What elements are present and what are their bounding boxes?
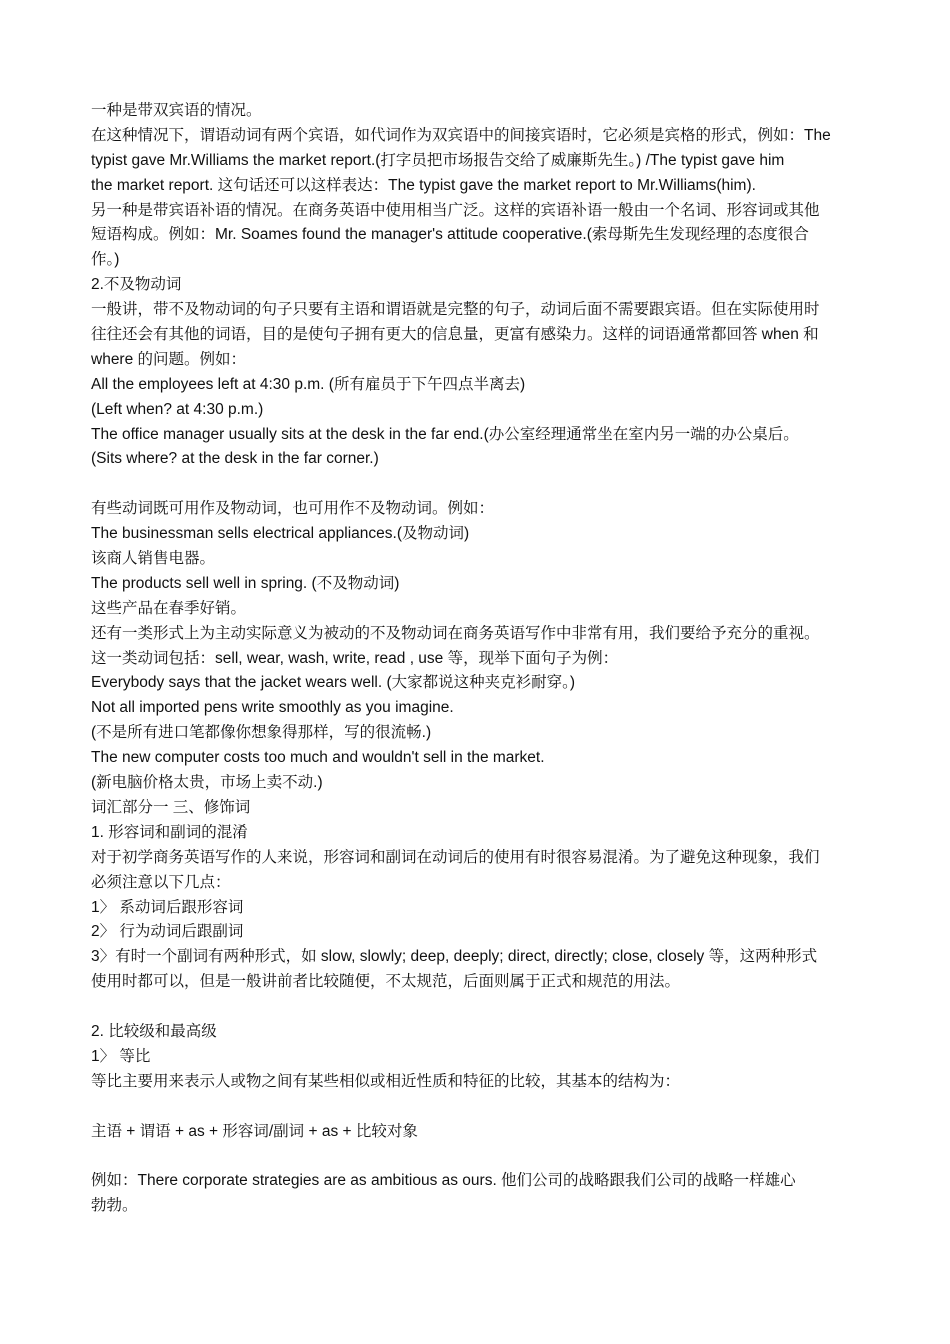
text-line: All the employees left at 4:30 p.m. (所有雇员于下午四点半离去) xyxy=(91,375,526,393)
text-line: (Left when? at 4:30 p.m.) xyxy=(91,400,264,418)
blank-line xyxy=(91,1095,866,1120)
text-line: 该商人销售电器。 xyxy=(91,550,216,568)
text-line: 2〉 行为动词后跟副词 xyxy=(91,923,244,941)
text-line: Not all imported pens write smoothly as you imagine. xyxy=(91,699,454,717)
text-line: 作。) xyxy=(91,251,120,269)
text-line: 对于初学商务英语写作的人来说，形容词和副词在动词后的使用有时很容易混淆。为了避免这种现象，我们 xyxy=(91,848,820,866)
text-line: 短语构成。例如：Mr. Soames found the manager's attitude cooperative.(索母斯先生发现经理的态度很合 xyxy=(91,226,809,244)
blank-line xyxy=(91,1144,866,1169)
text-line: where 的问题。例如： xyxy=(91,350,247,368)
text-line: 往往还会有其他的词语，目的是使句子拥有更大的信息量，更富有感染力。这样的词语通常都回答 when 和 xyxy=(91,326,819,344)
text-line: 1〉 系动词后跟形容词 xyxy=(91,898,244,916)
text-line: 使用时都可以，但是一般讲前者比较随便，不太规范，后面则属于正式和规范的用法。 xyxy=(91,973,681,991)
text-line: 主语 + 谓语 + as + 形容词/副词 + as + 比较对象 xyxy=(91,1122,418,1140)
blank-line xyxy=(91,995,866,1020)
text-line: 1. 形容词和副词的混淆 xyxy=(91,823,248,841)
text-line: typist gave Mr.Williams the market report.(打字员把市场报告交给了威廉斯先生。) /The typist gave him xyxy=(91,151,785,169)
text-line: the market report. 这句话还可以这样表达：The typist gave the market report to Mr.Williams(him). xyxy=(91,176,756,194)
text-line: 必须注意以下几点： xyxy=(91,873,231,891)
text-line: 2.不及物动词 xyxy=(91,276,182,294)
blank-line xyxy=(91,472,866,497)
text-line: 还有一类形式上为主动实际意义为被动的不及物动词在商务英语写作中非常有用，我们要给予充分的重视。 xyxy=(91,624,820,642)
text-line: (新电脑价格太贵，市场上卖不动.) xyxy=(91,774,323,792)
text-line: The new computer costs too much and wouldn't sell in the market. xyxy=(91,749,545,767)
text-line: 有些动词既可用作及物动词，也可用作不及物动词。例如： xyxy=(91,500,495,518)
text-line: 词汇部分一 三、修饰词 xyxy=(91,798,251,816)
text-line: 这些产品在春季好销。 xyxy=(91,599,247,617)
document-body xyxy=(91,99,866,1219)
text-line: 等比主要用来表示人或物之间有某些相似或相近性质和特征的比较，其基本的结构为： xyxy=(91,1072,681,1090)
text-line: 在这种情况下，谓语动词有两个宾语，如代词作为双宾语中的间接宾语时，它必须是宾格的形式，例如：The xyxy=(91,126,831,144)
text-line: 一种是带双宾语的情况。 xyxy=(91,102,262,119)
text-line: 2. 比较级和最高级 xyxy=(91,1022,217,1040)
text-line: The businessman sells electrical appliances.(及物动词) xyxy=(91,525,470,543)
text-line: 一般讲，带不及物动词的句子只要有主语和谓语就是完整的句子，动词后面不需要跟宾语。但在实际使用时 xyxy=(91,301,820,319)
text-line: 1〉 等比 xyxy=(91,1047,151,1065)
text-line: 这一类动词包括：sell, wear, wash, write, read , use 等，现举下面句子为例： xyxy=(91,649,619,667)
text-line: (Sits where? at the desk in the far corner.) xyxy=(91,450,379,468)
text-line: 3〉有时一个副词有两种形式，如 slow, slowly; deep, deeply; direct, directly; close, closely 等，这两种形式 xyxy=(91,948,818,966)
text-line: (不是所有进口笔都像你想象得那样，写的很流畅.) xyxy=(91,724,432,742)
text-line: The office manager usually sits at the desk in the far end.(办公室经理通常坐在室内另一端的办公桌后。 xyxy=(91,425,799,443)
text-line: The products sell well in spring. (不及物动词) xyxy=(91,574,400,592)
text-line: 勃勃。 xyxy=(91,1197,138,1215)
text-line: 例如：There corporate strategies are as ambitious as ours. 他们公司的战略跟我们公司的战略一样雄心 xyxy=(91,1172,796,1190)
text-line: 另一种是带宾语补语的情况。在商务英语中使用相当广泛。这样的宾语补语一般由一个名词、形容词或其他 xyxy=(91,201,820,219)
text-line: Everybody says that the jacket wears well. (大家都说这种夹克衫耐穿。) xyxy=(91,674,576,692)
